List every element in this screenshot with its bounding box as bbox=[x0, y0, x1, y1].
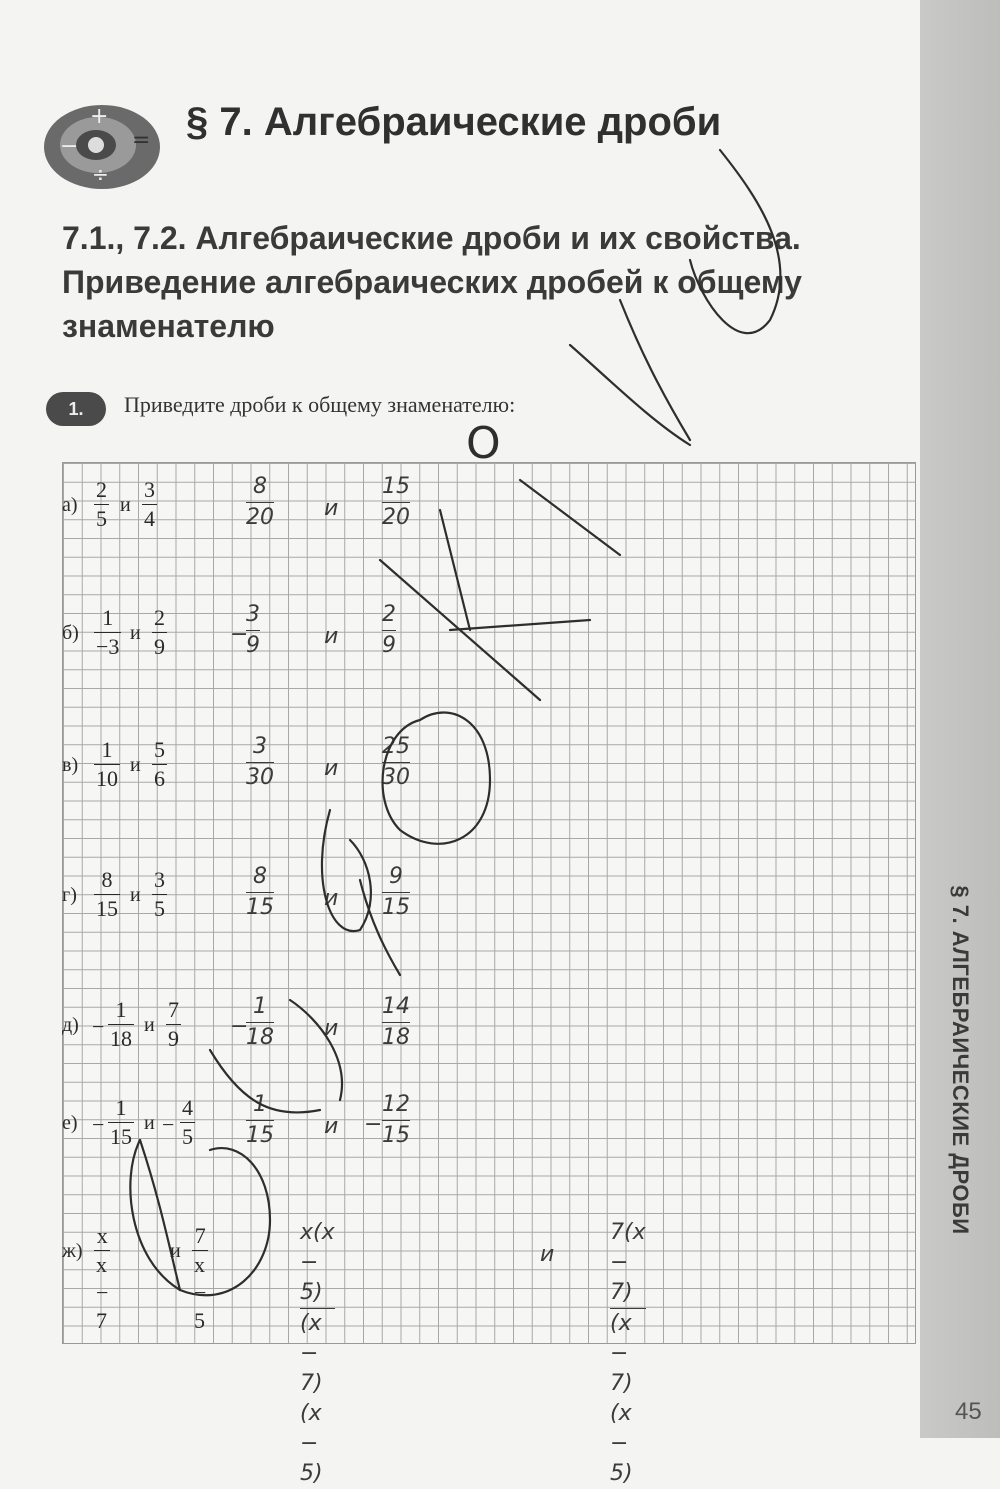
numerator: 2 bbox=[96, 477, 107, 502]
handwritten-numerator: 12 bbox=[382, 1092, 410, 1117]
handwritten-conjunction: и bbox=[324, 1016, 339, 1041]
subsection-title-line: Приведение алгебраических дробей к общему bbox=[62, 264, 802, 300]
handwritten-answer-fraction bbox=[610, 1218, 646, 1489]
denominator: x − 7 bbox=[96, 1252, 109, 1333]
side-section-title: § 7. АЛГЕБРАИЧЕСКИЕ ДРОБИ bbox=[948, 885, 973, 1235]
svg-text:−: − bbox=[60, 134, 79, 159]
minus-sign: − bbox=[92, 1112, 105, 1137]
handwritten-answer-fraction bbox=[246, 862, 274, 923]
handwritten-denominator: 15 bbox=[382, 1120, 410, 1151]
row-label: в) bbox=[62, 754, 79, 776]
conjunction: и bbox=[130, 754, 141, 776]
handwritten-answer-fraction bbox=[300, 1218, 335, 1489]
handwritten-answer-fraction bbox=[246, 992, 274, 1053]
given-fraction bbox=[94, 604, 121, 661]
given-fraction bbox=[94, 736, 120, 793]
numerator: 1 bbox=[115, 997, 127, 1022]
conjunction: и bbox=[120, 494, 131, 516]
denominator: 9 bbox=[154, 634, 165, 659]
handwritten-circle-mark: O bbox=[466, 418, 501, 469]
given-fraction bbox=[94, 476, 109, 533]
svg-text:=: = bbox=[132, 128, 151, 153]
svg-text:÷: ÷ bbox=[92, 162, 109, 186]
denominator: 15 bbox=[96, 896, 118, 921]
handwritten-conjunction: и bbox=[540, 1242, 555, 1267]
handwritten-denominator: 9 bbox=[246, 630, 260, 661]
svg-text:+: + bbox=[90, 104, 109, 129]
section-logo-icon bbox=[40, 95, 180, 195]
section-title: § 7. Алгебраические дроби bbox=[186, 100, 722, 144]
task-number-badge: 1. bbox=[46, 392, 106, 426]
given-fraction bbox=[108, 996, 134, 1053]
handwritten-conjunction: и bbox=[324, 756, 339, 781]
denominator: 5 bbox=[96, 506, 107, 531]
row-label: д) bbox=[62, 1014, 79, 1036]
denominator: 10 bbox=[96, 766, 118, 791]
handwritten-numerator: 3 bbox=[253, 734, 267, 759]
handwritten-answer-fraction bbox=[382, 1090, 410, 1151]
handwritten-denominator: 18 bbox=[246, 1022, 274, 1053]
row-label: б) bbox=[62, 622, 79, 644]
handwritten-answer-fraction bbox=[382, 992, 410, 1053]
handwritten-answer-fraction bbox=[382, 862, 410, 923]
given-fraction bbox=[192, 1222, 208, 1335]
given-fraction bbox=[94, 866, 120, 923]
handwritten-minus: − bbox=[230, 1014, 249, 1039]
given-fraction bbox=[180, 1094, 195, 1151]
handwritten-answer-fraction bbox=[246, 600, 260, 661]
numerator: 8 bbox=[101, 867, 113, 892]
given-fraction bbox=[94, 1222, 110, 1335]
numerator: 7 bbox=[168, 997, 179, 1022]
numerator: 3 bbox=[144, 477, 155, 502]
row-label: г) bbox=[62, 884, 77, 906]
handwritten-answer-fraction bbox=[246, 472, 274, 533]
handwritten-numerator: 8 bbox=[253, 474, 267, 499]
handwritten-denominator: 15 bbox=[246, 892, 274, 923]
handwritten-denominator: 20 bbox=[246, 502, 274, 533]
handwritten-numerator: 8 bbox=[253, 864, 267, 889]
given-fraction bbox=[142, 476, 157, 533]
denominator: 5 bbox=[154, 896, 165, 921]
handwritten-denominator: 15 bbox=[246, 1120, 274, 1151]
subsection-title-line: знаменателю bbox=[62, 308, 275, 344]
numerator: 5 bbox=[154, 737, 165, 762]
handwritten-conjunction: и bbox=[324, 1114, 339, 1139]
handwritten-numerator: x(x − 5) bbox=[300, 1220, 335, 1305]
handwritten-numerator: 15 bbox=[382, 474, 410, 499]
page-number: 45 bbox=[955, 1398, 982, 1425]
minus-sign: − bbox=[92, 1014, 105, 1039]
numerator: 3 bbox=[154, 867, 165, 892]
exercise-grid bbox=[62, 462, 916, 1344]
denominator: 9 bbox=[168, 1026, 179, 1051]
denominator: 18 bbox=[110, 1026, 132, 1051]
given-fraction bbox=[152, 866, 167, 923]
handwritten-numerator: 1 bbox=[253, 994, 267, 1019]
denominator: 5 bbox=[182, 1124, 193, 1149]
given-fraction bbox=[108, 1094, 134, 1151]
handwritten-denominator: (x − 7)(x − 5) bbox=[300, 1308, 335, 1489]
numerator: 1 bbox=[102, 605, 114, 630]
denominator: 6 bbox=[154, 766, 165, 791]
numerator: x bbox=[96, 1223, 108, 1248]
conjunction: и bbox=[170, 1240, 181, 1262]
subsection-title-line: 7.1., 7.2. Алгебраические дроби и их свойства. bbox=[62, 220, 801, 256]
handwritten-minus: − bbox=[230, 622, 249, 647]
task-instruction: Приведите дроби к общему знаменателю: bbox=[124, 392, 516, 417]
handwritten-minus: − bbox=[364, 1112, 383, 1137]
handwritten-answer-fraction bbox=[246, 1090, 274, 1151]
conjunction: и bbox=[144, 1014, 155, 1036]
handwritten-numerator: 25 bbox=[382, 734, 410, 759]
handwritten-answer-fraction bbox=[382, 600, 396, 661]
handwritten-numerator: 9 bbox=[389, 864, 403, 889]
denominator: −3 bbox=[96, 634, 120, 659]
handwritten-conjunction: и bbox=[324, 496, 339, 521]
handwritten-denominator: 15 bbox=[382, 892, 410, 923]
numerator: 4 bbox=[182, 1095, 193, 1120]
given-fraction bbox=[152, 736, 167, 793]
handwritten-answer-fraction bbox=[382, 472, 410, 533]
handwritten-numerator: 2 bbox=[382, 602, 396, 627]
conjunction: и bbox=[130, 884, 141, 906]
handwritten-denominator: 30 bbox=[382, 762, 410, 793]
denominator: 15 bbox=[110, 1124, 132, 1149]
handwritten-denominator: (x − 7)(x − 5) bbox=[610, 1308, 646, 1489]
denominator: x − 5 bbox=[194, 1252, 207, 1333]
handwritten-numerator: 1 bbox=[253, 1092, 267, 1117]
given-fraction bbox=[166, 996, 181, 1053]
handwritten-answer-fraction bbox=[246, 732, 274, 793]
handwritten-conjunction: и bbox=[324, 624, 339, 649]
handwritten-numerator: 7(x − 7) bbox=[610, 1220, 646, 1305]
numerator: 7 bbox=[194, 1223, 206, 1248]
row-label: ж) bbox=[62, 1240, 83, 1262]
numerator: 1 bbox=[115, 1095, 127, 1120]
conjunction: и bbox=[144, 1112, 155, 1134]
denominator: 4 bbox=[144, 506, 155, 531]
handwritten-denominator: 18 bbox=[382, 1022, 410, 1053]
handwritten-denominator: 9 bbox=[382, 630, 396, 661]
row-label: е) bbox=[62, 1112, 78, 1134]
row-label: а) bbox=[62, 494, 78, 516]
given-fraction bbox=[152, 604, 167, 661]
conjunction: и bbox=[130, 622, 141, 644]
handwritten-denominator: 20 bbox=[382, 502, 410, 533]
numerator: 2 bbox=[154, 605, 165, 630]
numerator: 1 bbox=[101, 737, 113, 762]
handwritten-denominator: 30 bbox=[246, 762, 274, 793]
handwritten-numerator: 3 bbox=[246, 602, 260, 627]
handwritten-numerator: 14 bbox=[382, 994, 410, 1019]
minus-sign: − bbox=[162, 1112, 175, 1137]
subsection-title bbox=[62, 216, 902, 348]
handwritten-answer-fraction bbox=[382, 732, 410, 793]
handwritten-conjunction: и bbox=[324, 886, 339, 911]
